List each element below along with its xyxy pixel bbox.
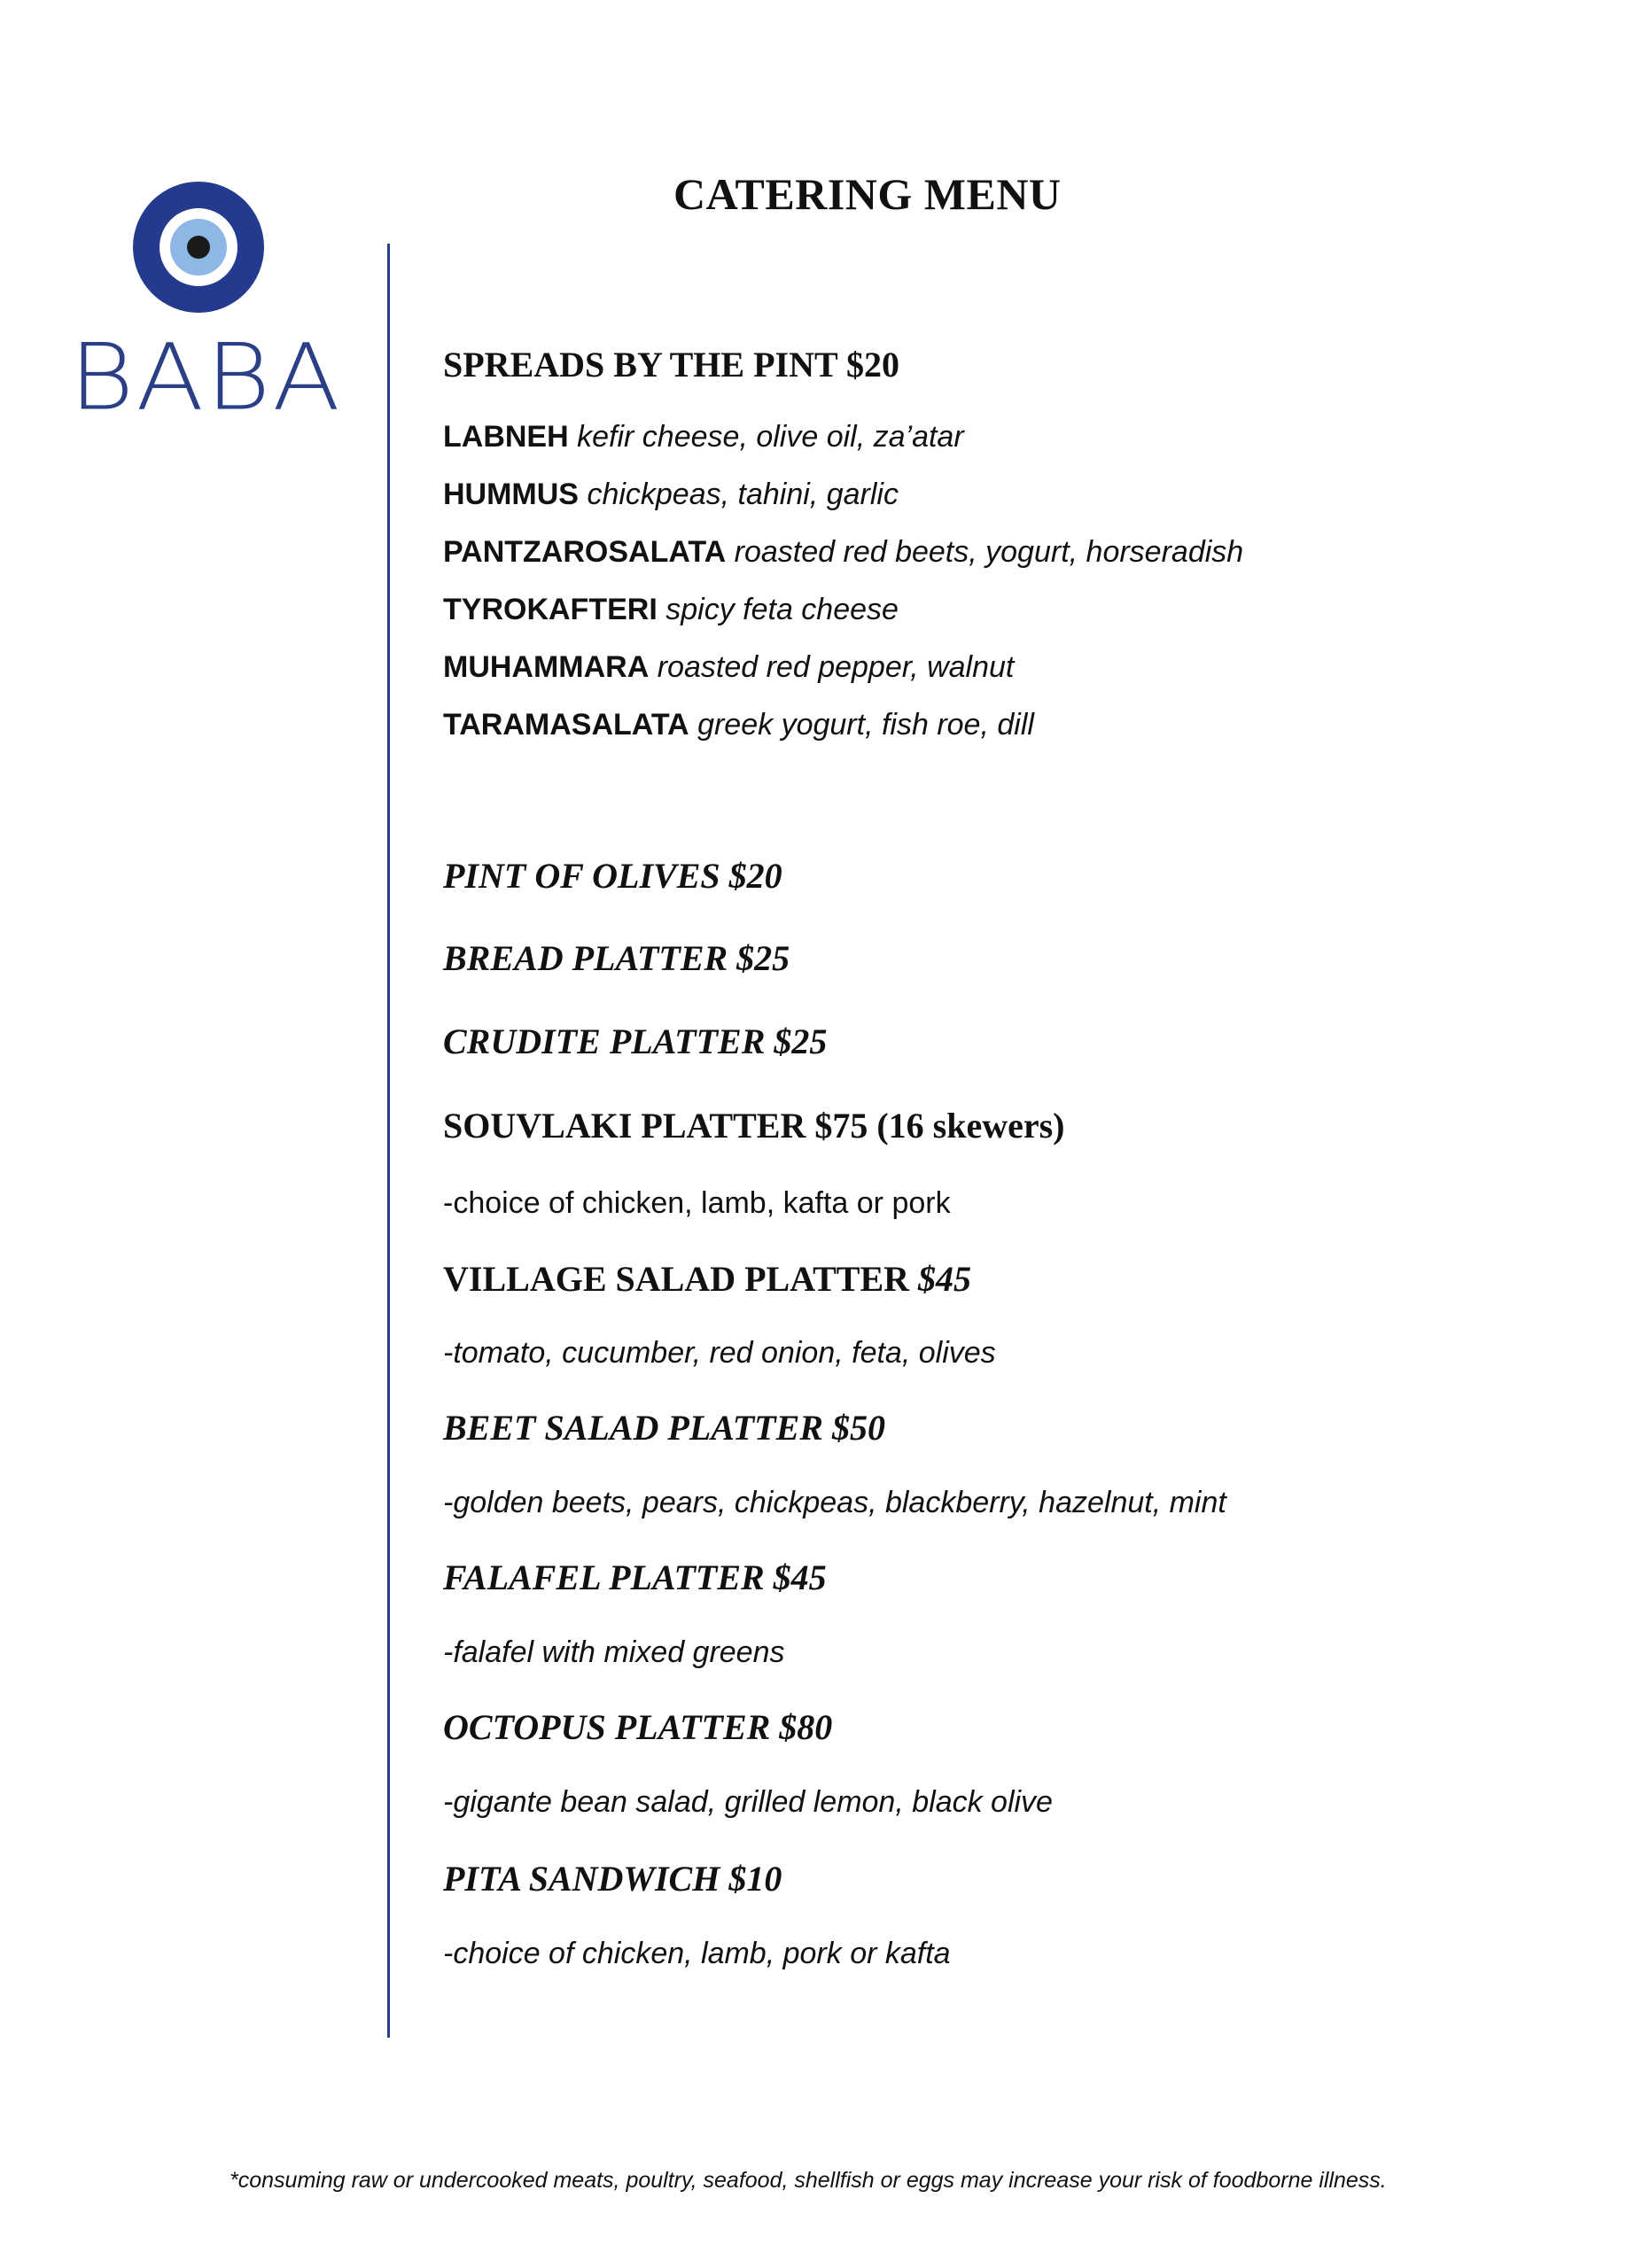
platter-title-octopus: OCTOPUS PLATTER $80 — [443, 1707, 833, 1747]
evil-eye-icon — [133, 182, 264, 313]
spread-item — [443, 478, 899, 512]
food-safety-disclaimer: *consuming raw or undercooked meats, poultry, seafood, shellfish or eggs may increase your risk of foodborne illness. — [230, 2168, 1387, 2193]
platter-title-village-salad-price: $45 — [918, 1259, 972, 1299]
spread-item — [443, 535, 1243, 570]
spread-item — [443, 593, 899, 627]
spread-item — [443, 708, 1034, 742]
spread-desc: roasted red pepper, walnut — [657, 650, 1015, 684]
platter-desc-falafel: -falafel with mixed greens — [443, 1635, 785, 1669]
platter-title-beet-salad: BEET SALAD PLATTER $50 — [443, 1408, 885, 1448]
spread-name: LABNEH — [443, 420, 569, 454]
vertical-divider — [387, 244, 390, 2038]
spread-desc: kefir cheese, olive oil, za’atar — [577, 420, 964, 454]
spreads-heading: SPREADS BY THE PINT $20 — [443, 345, 899, 384]
platter-desc-octopus: -gigante bean salad, grilled lemon, black olive — [443, 1785, 1053, 1819]
platter-title-village-salad-name: VILLAGE SALAD PLATTER — [443, 1259, 919, 1299]
platter-title-falafel: FALAFEL PLATTER $45 — [443, 1557, 827, 1597]
platter-desc-village-salad: -tomato, cucumber, red onion, feta, olives — [443, 1336, 996, 1370]
platter-desc-pita: -choice of chicken, lamb, pork or kafta — [443, 1937, 951, 1970]
spread-desc: spicy feta cheese — [665, 593, 899, 626]
spread-desc: chickpeas, tahini, garlic — [587, 478, 899, 511]
spread-name: HUMMUS — [443, 478, 579, 511]
platter-title-olives: PINT OF OLIVES $20 — [443, 856, 782, 896]
spread-item — [443, 650, 1014, 685]
spread-item — [443, 420, 964, 454]
platter-desc-beet-salad: -golden beets, pears, chickpeas, blackberry, hazelnut, mint — [443, 1486, 1226, 1519]
spread-desc: greek yogurt, fish roe, dill — [697, 708, 1034, 742]
platter-desc-souvlaki: -choice of chicken, lamb, kafta or pork — [443, 1186, 951, 1220]
spread-name: TARAMASALATA — [443, 708, 689, 742]
platter-title-souvlaki: SOUVLAKI PLATTER $75 (16 skewers) — [443, 1106, 1065, 1146]
platter-title-crudite: CRUDITE PLATTER $25 — [443, 1021, 828, 1061]
platter-title-pita: PITA SANDWICH $10 — [443, 1859, 782, 1899]
spread-name: MUHAMMARA — [443, 650, 650, 684]
spread-name: PANTZAROSALATA — [443, 535, 727, 569]
platter-title-village-salad — [443, 1258, 971, 1300]
spread-name: TYROKAFTERI — [443, 593, 658, 626]
platter-title-bread: BREAD PLATTER $25 — [443, 938, 790, 978]
brand-logo — [69, 182, 342, 431]
brand-name: BABA — [69, 324, 342, 431]
spread-desc: roasted red beets, yogurt, horseradish — [734, 535, 1244, 569]
page-title: CATERING MENU — [673, 169, 1062, 219]
